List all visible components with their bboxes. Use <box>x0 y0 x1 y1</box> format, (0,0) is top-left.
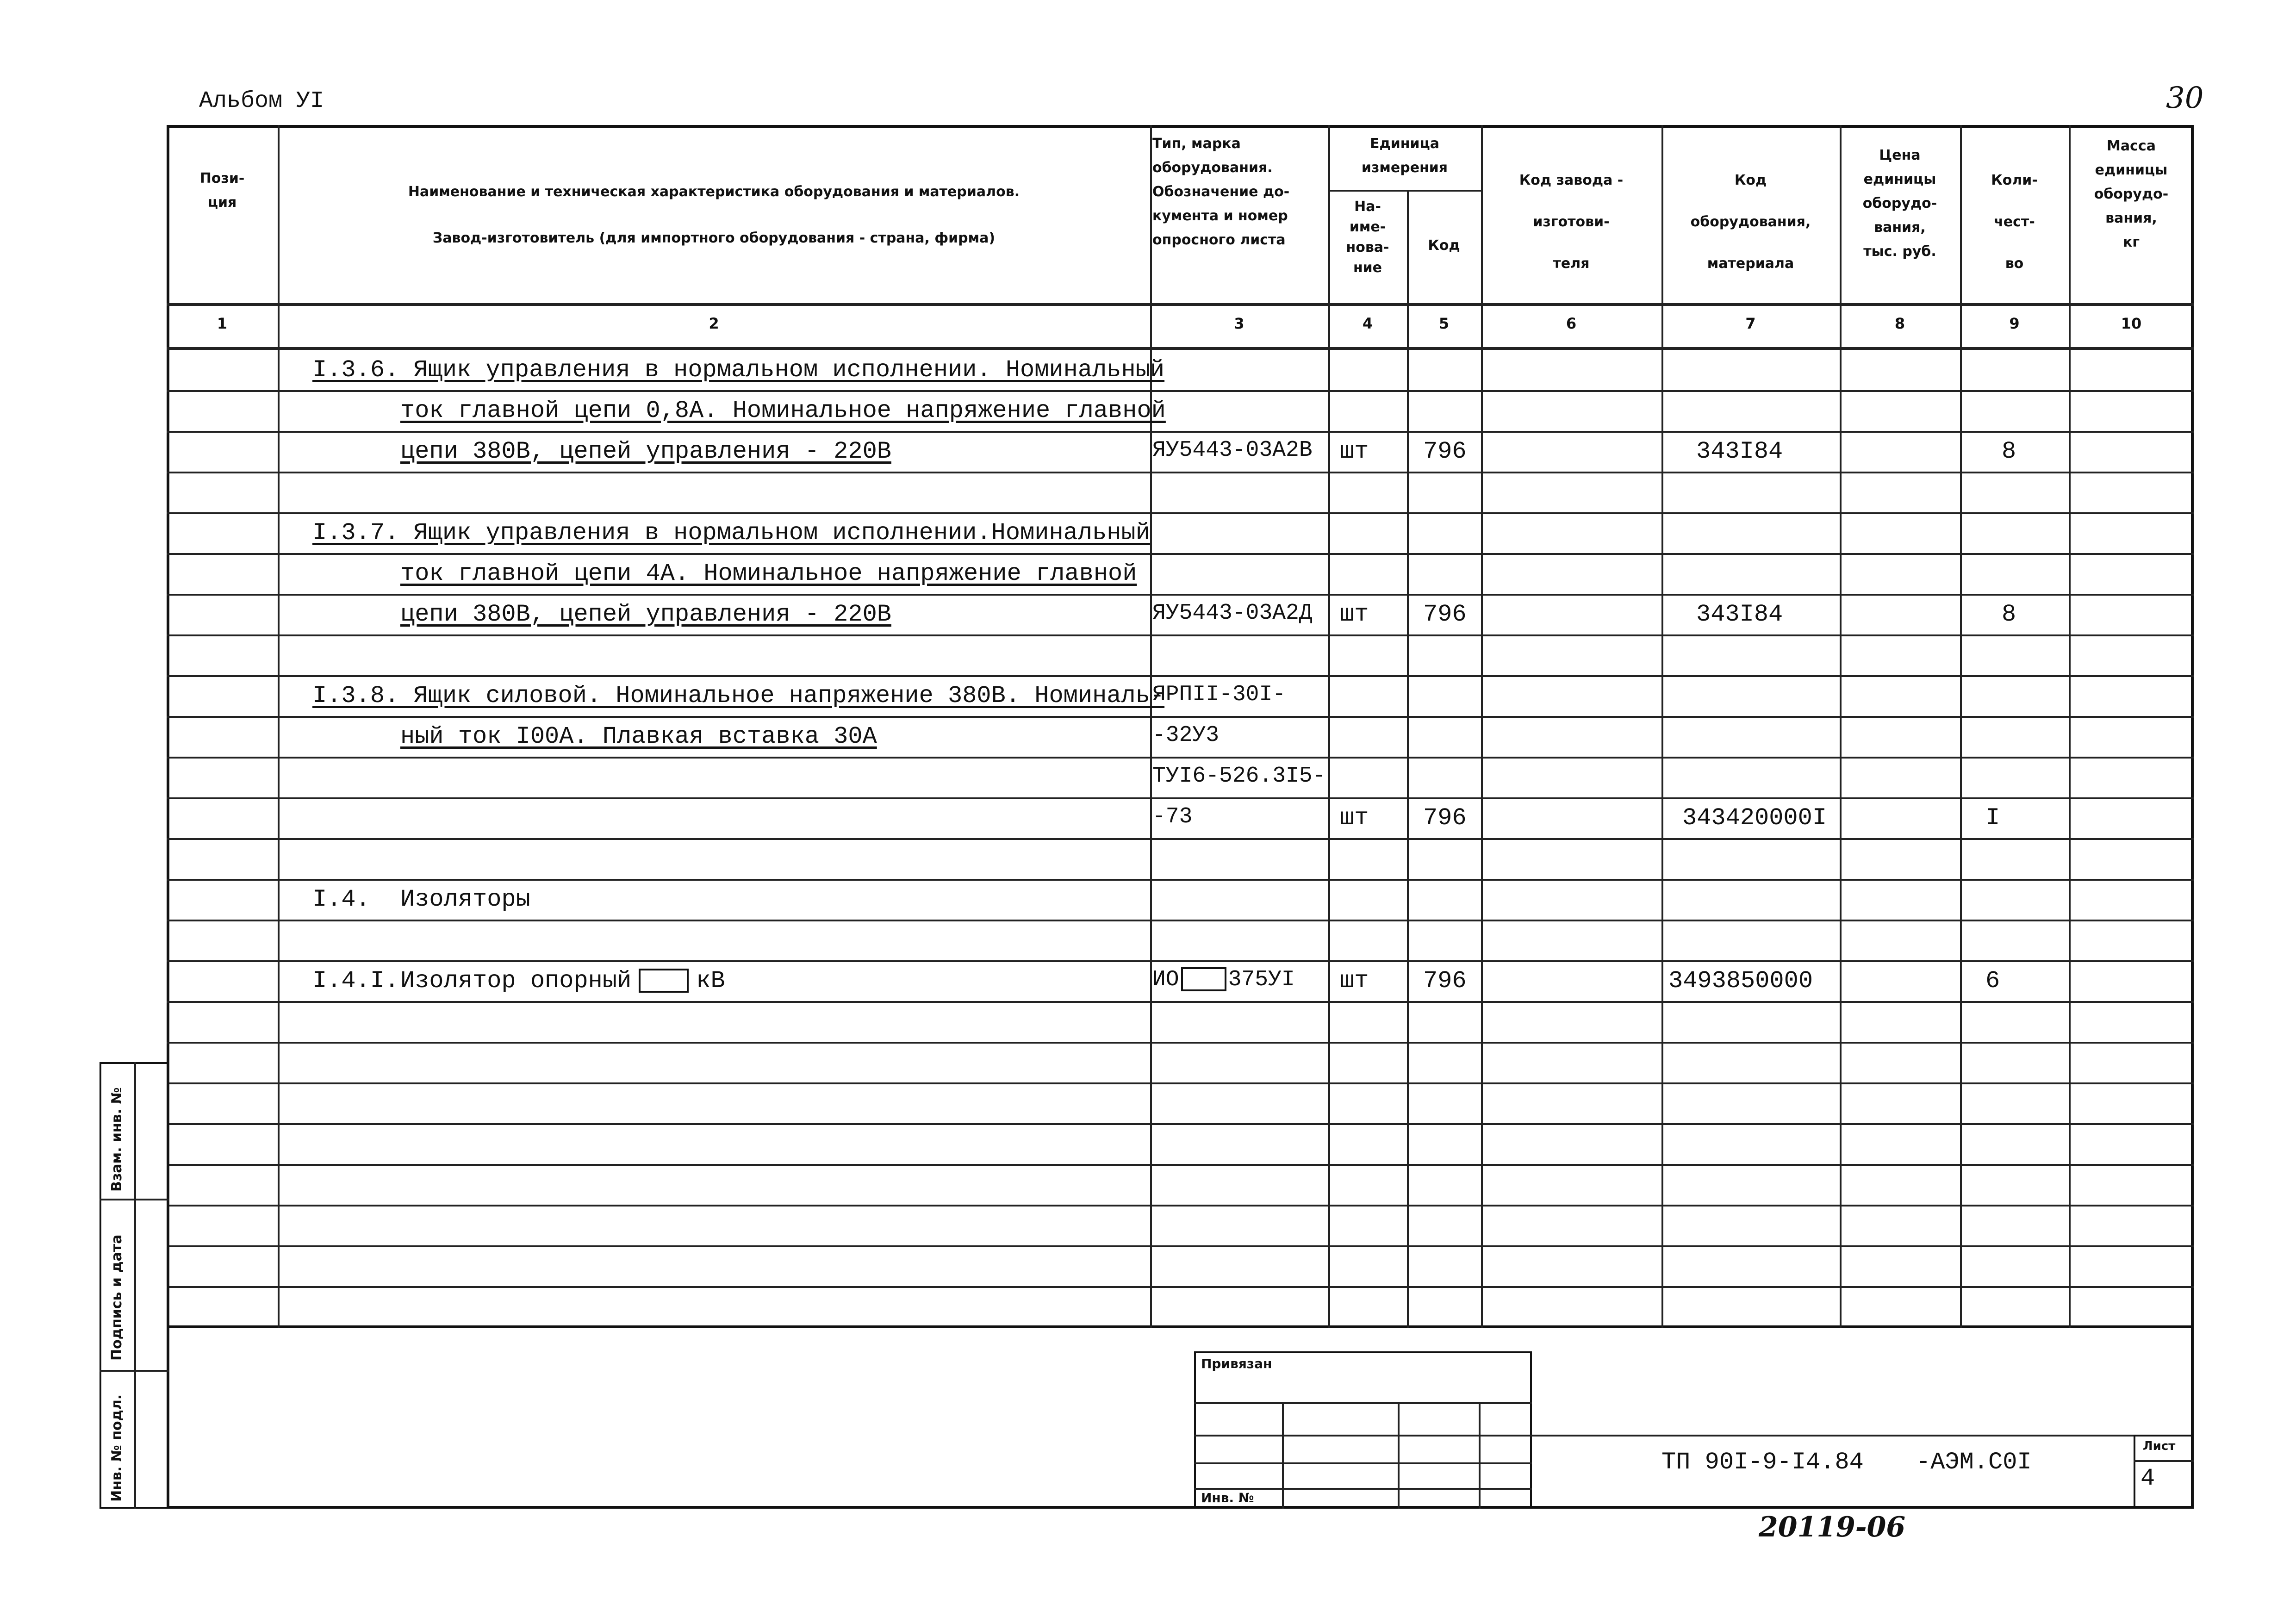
document-code-suffix: -АЭМ.С0I <box>1916 1449 2032 1476</box>
item-1-3-6-qty: 8 <box>2002 438 2016 465</box>
item-1-4-1-pos: I.4.I. <box>312 967 399 995</box>
col-header-quantity: Коли- чест- во <box>1991 172 2038 272</box>
item-1-3-8-type-2: -32У3 <box>1152 723 1220 748</box>
item-1-3-7-unit-code: 796 <box>1423 601 1467 628</box>
col-num: 3 <box>1234 315 1244 332</box>
item-1-3-8-type-3: ТУI6-526.3I5- <box>1152 764 1326 789</box>
col-num: 8 <box>1894 315 1905 332</box>
col-num: 6 <box>1566 315 1577 332</box>
sheet-label: Лист <box>2143 1439 2176 1453</box>
item-1-4-1-qty: 6 <box>1985 967 2000 995</box>
side-stamp-signature-date: Подпись и дата <box>109 1234 125 1361</box>
album-label: Альбом УІ <box>199 88 324 114</box>
sheet-number: 4 <box>2140 1465 2155 1492</box>
item-1-3-8-unit-code: 796 <box>1423 804 1467 832</box>
side-stamp-inv-podl: Инв. № подл. <box>109 1394 125 1502</box>
item-1-3-7-line1: I.3.7. Ящик управления в нормальном исполнении.Номинальный <box>312 519 1150 547</box>
col-num: 9 <box>2009 315 2020 332</box>
col-header-factory-code: Код завода - изготови- теля <box>1519 172 1624 272</box>
item-1-3-7-equip-code: 343I84 <box>1696 601 1783 628</box>
item-1-3-6-type: ЯУ5443-03А2В <box>1152 438 1313 463</box>
item-1-3-7-line2: ток главной цепи 4А. Номинальное напряжение главной <box>400 560 1137 587</box>
binding-stamp-title: Привязан <box>1201 1356 1272 1371</box>
type-blank-box <box>1181 967 1226 991</box>
col-header-unit-name: На- име- нова- ние <box>1346 199 1389 276</box>
side-stamp-vzam-inv: Взам. инв. № <box>109 1087 125 1192</box>
item-1-4-1-unit: шт <box>1340 967 1369 995</box>
item-1-3-6-line2: ток главной цепи 0,8А. Номинальное напряжение главной <box>400 397 1166 424</box>
item-1-3-8-type-4: -73 <box>1152 804 1193 829</box>
col-header-mass: Масса единицы оборудо- вания, кг <box>2094 138 2169 250</box>
col-num: 7 <box>1745 315 1756 332</box>
item-1-3-8-line1: I.3.8. Ящик силовой. Номинальное напряжение 380В. Номиналь- <box>312 682 1165 709</box>
item-1-3-8-equip-code: 343420000I <box>1682 804 1827 832</box>
col-num: 4 <box>1362 315 1373 332</box>
item-1-3-6-unit-code: 796 <box>1423 438 1467 465</box>
col-num: 2 <box>709 315 719 332</box>
item-1-3-7-unit: шт <box>1340 601 1369 628</box>
item-1-3-6-unit: шт <box>1340 438 1369 465</box>
page-number: 30 <box>2166 81 2204 115</box>
item-1-3-6-line3: цепи 380В, цепей управления - 220В <box>400 438 891 465</box>
col-header-name: Наименование и техническая характеристика оборудования и материалов. Завод-изготовитель (для импортного оборудования - страна, фирма) <box>408 184 1020 246</box>
handwritten-note: 20119-06 <box>1759 1511 1906 1543</box>
col-header-unit-group: Единица измерения <box>1361 136 1448 176</box>
item-1-4-1-equip-code: 3493850000 <box>1668 967 1813 995</box>
col-header-equipment-code: Код оборудования, материала <box>1690 172 1811 272</box>
item-1-3-8-qty: I <box>1985 804 2000 832</box>
item-1-3-8-unit: шт <box>1340 804 1369 832</box>
bottom-area <box>167 1328 2194 1509</box>
item-1-3-6-equip-code: 343I84 <box>1696 438 1783 465</box>
item-1-3-7-line3: цепи 380В, цепей управления - 220В <box>400 601 891 628</box>
col-num: 1 <box>217 315 228 332</box>
col-header-unit-code: Код <box>1428 237 1460 254</box>
section-1-4-title: Изоляторы <box>400 886 530 913</box>
item-1-4-1-name: Изолятор опорный кВ <box>400 967 725 995</box>
voltage-blank-box <box>639 969 689 993</box>
item-1-4-1-type: ИО 375УI <box>1152 967 1295 992</box>
item-1-3-7-type: ЯУ5443-03А2Д <box>1152 601 1313 626</box>
item-1-3-8-line2: ный ток I00А. Плавкая вставка 30А <box>400 723 877 750</box>
col-header-position: Пози- ция <box>199 170 245 211</box>
col-header-type: Тип, марка оборудования. Обозначение до- кумента и номер опросного листа <box>1152 136 1290 248</box>
col-num: 10 <box>2121 315 2142 332</box>
item-1-4-1-unit-code: 796 <box>1423 967 1467 995</box>
col-header-price: Цена единицы оборудо- вания, тыс. руб. <box>1862 147 1937 260</box>
item-1-3-7-qty: 8 <box>2002 601 2016 628</box>
col-num: 5 <box>1438 315 1450 332</box>
binding-stamp <box>1194 1351 1532 1509</box>
section-1-4-pos: I.4. <box>312 886 370 913</box>
item-1-3-6-line1: I.3.6. Ящик управления в нормальном исполнении. Номинальный <box>312 356 1165 384</box>
binding-stamp-inv: Инв. № <box>1201 1490 1254 1505</box>
item-1-3-8-type-1: ЯРПII-30I- <box>1152 682 1286 707</box>
document-code: ТП 90I-9-I4.84 <box>1661 1449 1864 1476</box>
